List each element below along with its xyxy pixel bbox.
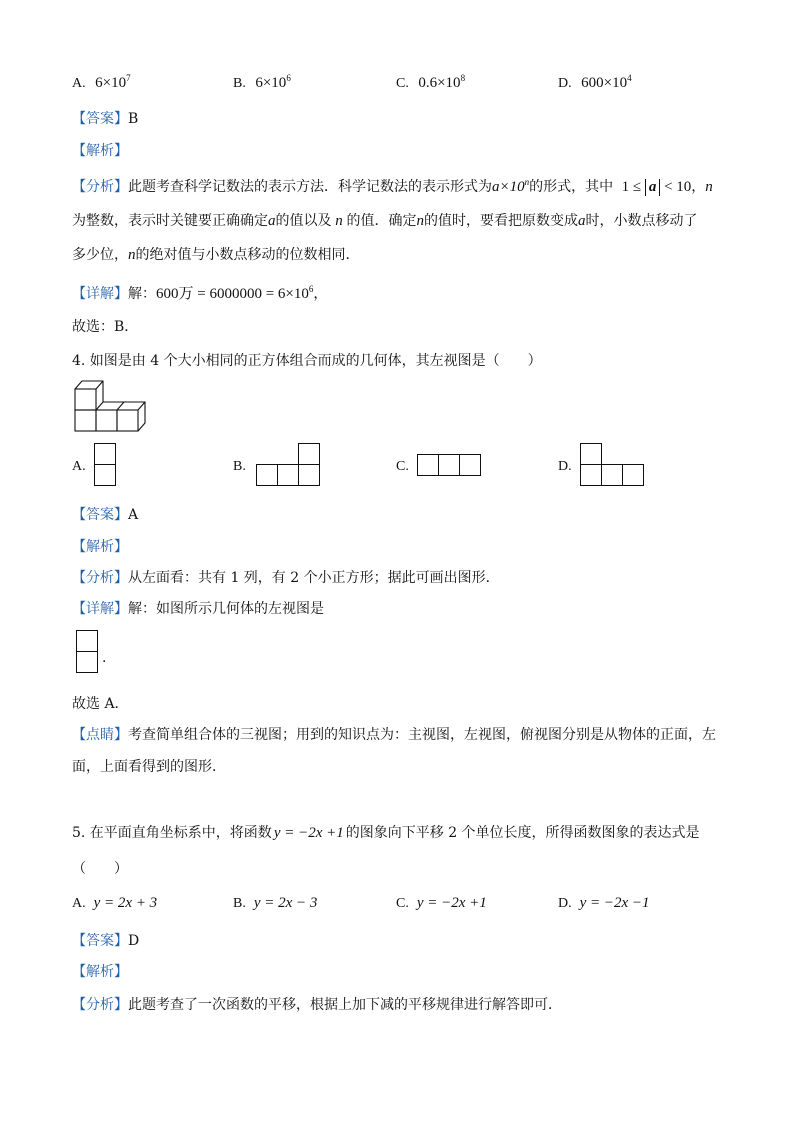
q4-conclusion: 故选 A． bbox=[72, 696, 129, 712]
answer-tag: 【答案】 bbox=[72, 111, 128, 127]
q4-option-d-letter: D. bbox=[558, 459, 572, 474]
option-letter: C. bbox=[396, 76, 409, 91]
q4-option-b-letter: B. bbox=[233, 459, 246, 474]
q4-option-c-letter: C. bbox=[396, 459, 409, 474]
answer-value: B bbox=[128, 111, 139, 127]
option-expression: $0.6\times 10^8$ bbox=[418, 73, 466, 91]
q5-option-b: B. y = 2x − 3 bbox=[233, 895, 318, 911]
q4-option-a-figure bbox=[94, 443, 118, 487]
q3-option-a bbox=[72, 75, 131, 92]
q4-option-c-figure bbox=[417, 454, 483, 477]
q4-comment-line-2: 面，上面看得到的图形． bbox=[72, 759, 226, 775]
q4-jiexi-heading: 【解析】 bbox=[72, 539, 128, 555]
q3-analysis-line-2: 为整数，表示时关键要正确确定a的值以及 n 的值．确定n的值时，要看把原数变成a时，小数点移动了 bbox=[72, 213, 698, 229]
q5-stem-line-2: （ ） bbox=[72, 861, 128, 877]
q3-option-b bbox=[233, 75, 291, 92]
option-expression: $6\times 10^6$ bbox=[255, 73, 291, 91]
q5-jiexi-heading: 【解析】 bbox=[72, 964, 128, 980]
q3-option-d bbox=[558, 75, 632, 92]
q4-answer: 【答案】A bbox=[72, 507, 139, 523]
option-letter: B. bbox=[233, 76, 246, 91]
q4-detail: 【详解】解：如图所示几何体的左视图是 bbox=[72, 601, 324, 617]
q4-answer-figure bbox=[76, 630, 100, 674]
q3-detail: 【详解】解：600万 = $6000000 = 6\times 10^6$， bbox=[72, 284, 328, 302]
q5-option-d: D. y = −2x −1 bbox=[558, 895, 650, 911]
q3-answer bbox=[72, 108, 138, 128]
q5-option-a: A. y = 2x + 3 bbox=[72, 895, 158, 911]
q4-stem: 4. 如图是由 4 个大小相同的正方体组合而成的几何体，其左视图是（ ） bbox=[72, 353, 542, 369]
q4-option-d-figure bbox=[580, 443, 646, 487]
option-letter: D. bbox=[558, 76, 572, 91]
inequality: 1 ≤ a < 10 bbox=[621, 179, 692, 195]
q3-analysis-line-3: 多少位，n的绝对值与小数点移动的位数相同． bbox=[72, 247, 360, 263]
q3-analysis-line-1: 【分析】此题考查科学记数法的表示方法．科学记数法的表示形式为$a\times 10^n$的形式，其中 1 ≤ a < 10，n bbox=[72, 177, 713, 195]
q5-answer: 【答案】D bbox=[72, 933, 140, 949]
option-expression: $6\times 10^7$ bbox=[95, 73, 131, 91]
cube-solid-figure bbox=[74, 380, 154, 432]
q5-stem-line-1: 5. 在平面直角坐标系中，将函数 y = −2x +1 的图象向下平移 2 个单位长度，所得函数图象的表达式是 bbox=[72, 825, 700, 841]
option-letter: A. bbox=[72, 76, 86, 91]
q4-figure-period: . bbox=[102, 650, 107, 666]
q4-option-a-letter: A. bbox=[72, 459, 86, 474]
q3-jiexi-heading: 【解析】 bbox=[72, 143, 128, 159]
q4-comment-line-1: 【点睛】考查简单组合体的三视图；用到的知识点为：主视图，左视图，俯视图分别是从物体的正面，左 bbox=[72, 727, 716, 743]
q5-option-c: C. y = −2x +1 bbox=[396, 895, 487, 911]
q4-analysis: 【分析】从左面看：共有 1 列，有 2 个小正方形；据此可画出图形． bbox=[72, 570, 500, 586]
q3-option-c bbox=[396, 75, 465, 92]
q3-conclusion: 故选：B． bbox=[72, 319, 139, 335]
option-expression: $600\times 10^4$ bbox=[581, 73, 632, 91]
detail-formula: 600万 = $6000000 = 6\times 10^6$ bbox=[156, 284, 314, 302]
q5-analysis: 【分析】此题考查了一次函数的平移，根据上加下减的平移规律进行解答即可． bbox=[72, 997, 562, 1013]
q4-option-b-figure bbox=[256, 443, 322, 487]
